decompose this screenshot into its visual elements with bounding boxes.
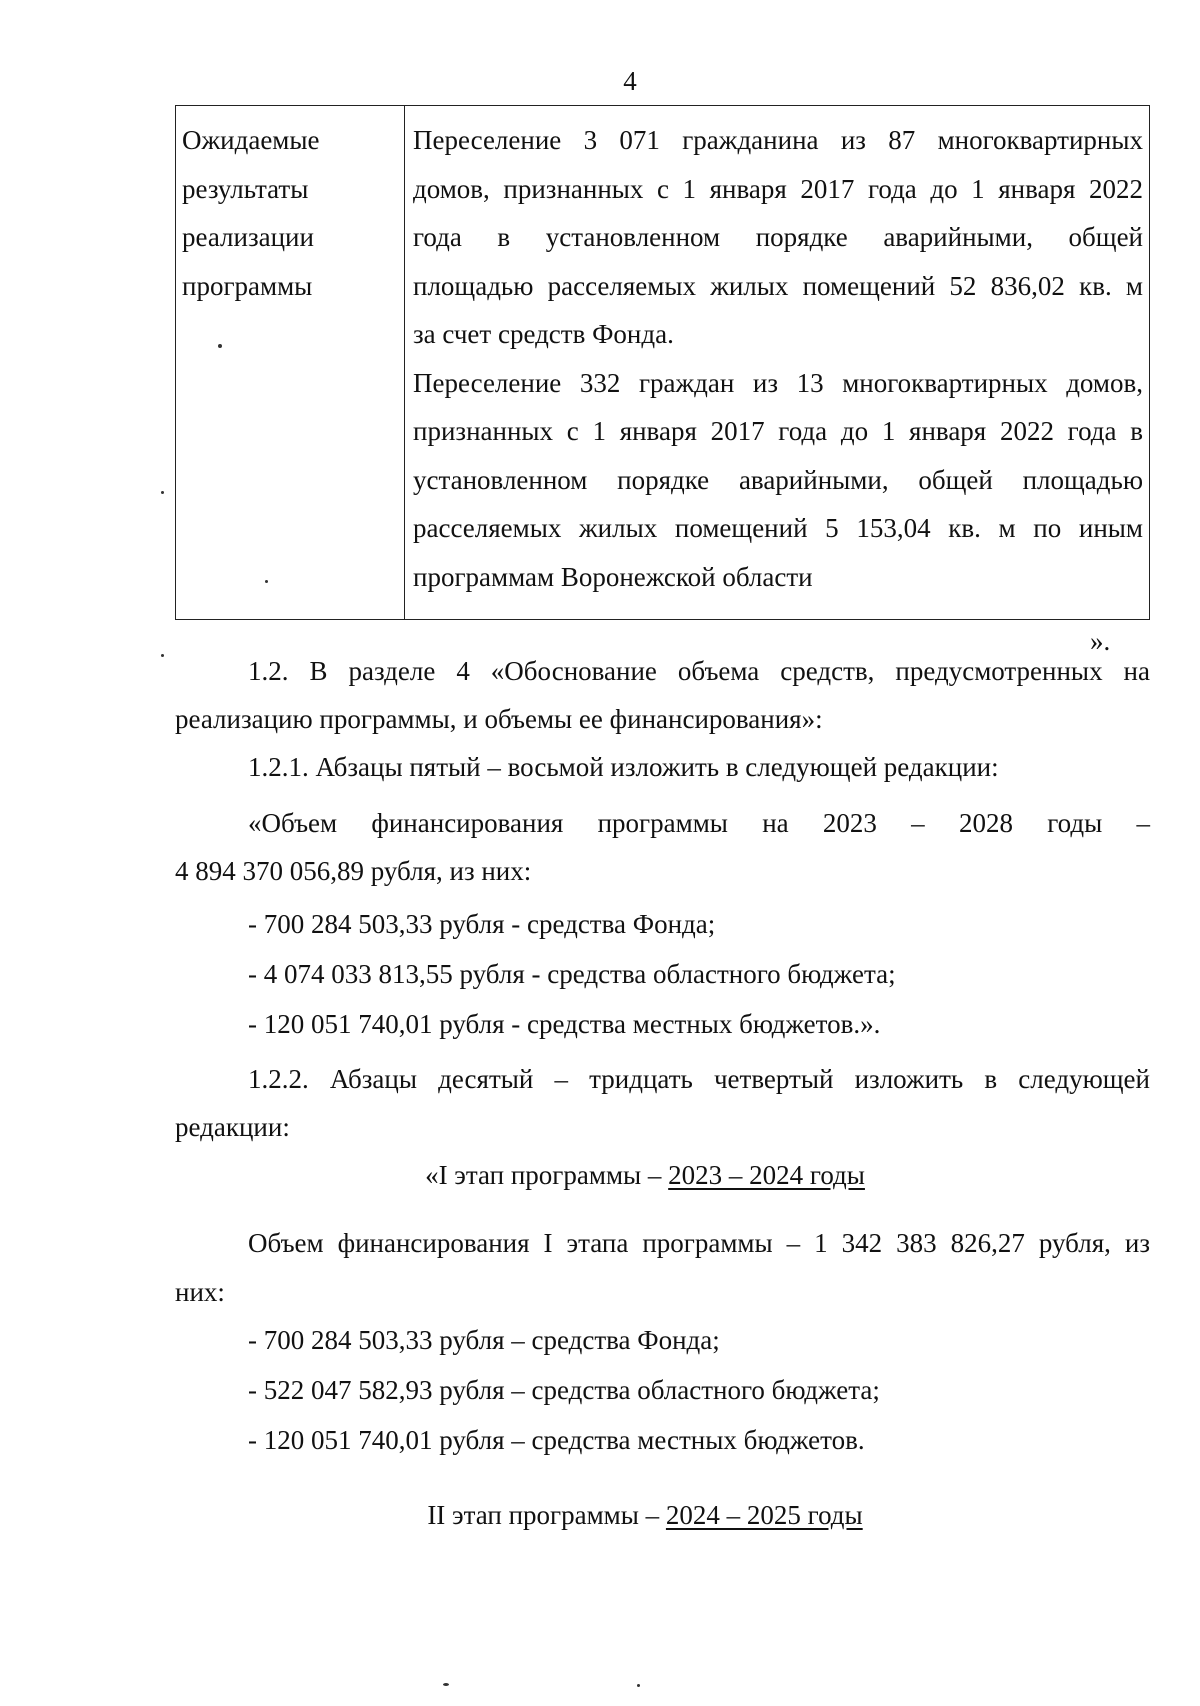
stage-2-prefix: II этап программы – xyxy=(427,1500,666,1530)
list-item: - 522 047 582,93 рубля – средства областного бюджета; xyxy=(248,1375,880,1405)
volume-line: «Объем финансирования программы на 2023 – 2028 годы – xyxy=(248,808,1150,838)
scan-speck xyxy=(265,580,268,583)
results-table xyxy=(175,105,1150,620)
value-line: Переселение 332 граждан из 13 многоквартирных домов, xyxy=(413,367,1143,398)
value-line: установленном порядке аварийными, общей площадью xyxy=(413,464,1143,495)
paragraph-1-2-line: 1.2. В разделе 4 «Обоснование объема средств, предусмотренных на xyxy=(248,656,1150,686)
table-column-divider xyxy=(404,106,405,619)
value-line: Переселение 3 071 гражданина из 87 многоквартирных xyxy=(413,125,1143,155)
closing-quote: ». xyxy=(1090,626,1111,656)
list-item: - 700 284 503,33 рубля – средства Фонда; xyxy=(248,1325,720,1355)
scan-speck xyxy=(161,491,164,494)
scan-speck xyxy=(161,654,164,657)
label-line: программы xyxy=(182,270,313,301)
value-line: признанных с 1 января 2017 года до 1 января 2022 года в xyxy=(413,416,1143,446)
label-line: Ожидаемые xyxy=(182,125,320,155)
stage-2-years: 2024 – 2025 годы xyxy=(665,1500,863,1530)
paragraph-1-2-2-line: редакции: xyxy=(175,1112,290,1142)
value-line: расселяемых жилых помещений 5 153,04 кв. м по иным xyxy=(413,513,1143,543)
value-line: программам Воронежской области xyxy=(413,561,813,592)
paragraph-1-2-2-line: 1.2.2. Абзацы десятый – тридцать четвертый изложить в следующей xyxy=(248,1064,1150,1094)
paragraph-1-2-1: 1.2.1. Абзацы пятый – восьмой изложить в следующей редакции: xyxy=(248,752,999,782)
scan-speck xyxy=(443,1683,449,1686)
stage-1-heading xyxy=(0,1160,1200,1191)
value-line: за счет средств Фонда. xyxy=(413,319,674,349)
value-line: площадью расселяемых жилых помещений 52 836,02 кв. м xyxy=(413,270,1143,301)
scan-speck xyxy=(218,344,222,348)
stage-2-heading xyxy=(0,1500,1200,1531)
stage-1-volume-line: них: xyxy=(175,1277,225,1307)
label-line: реализации xyxy=(182,222,314,252)
value-line: года в установленном порядке аварийными, общей xyxy=(413,222,1143,252)
stage-1-years: 2023 – 2024 годы xyxy=(668,1160,865,1190)
list-item: - 4 074 033 813,55 рубля - средства областного бюджета; xyxy=(248,959,896,989)
list-item: - 120 051 740,01 рубля - средства местных бюджетов.». xyxy=(248,1009,881,1039)
paragraph-1-2-line: реализацию программы, и объемы ее финансирования»: xyxy=(175,704,823,734)
stage-1-volume-line: Объем финансирования I этапа программы – 1 342 383 826,27 рубля, из xyxy=(248,1228,1150,1258)
value-line: домов, признанных с 1 января 2017 года до 1 января 2022 xyxy=(413,173,1143,204)
stage-1-prefix: «I этап программы – xyxy=(425,1160,669,1190)
page-number: 4 xyxy=(623,66,637,96)
list-item: - 120 051 740,01 рубля – средства местных бюджетов. xyxy=(248,1425,865,1455)
scan-speck xyxy=(637,1684,640,1687)
table-value-cell xyxy=(413,116,1143,601)
list-item: - 700 284 503,33 рубля - средства Фонда; xyxy=(248,909,716,939)
table-label-cell xyxy=(182,116,397,310)
label-line: результаты xyxy=(182,173,309,204)
volume-line: 4 894 370 056,89 рубля, из них: xyxy=(175,856,532,886)
